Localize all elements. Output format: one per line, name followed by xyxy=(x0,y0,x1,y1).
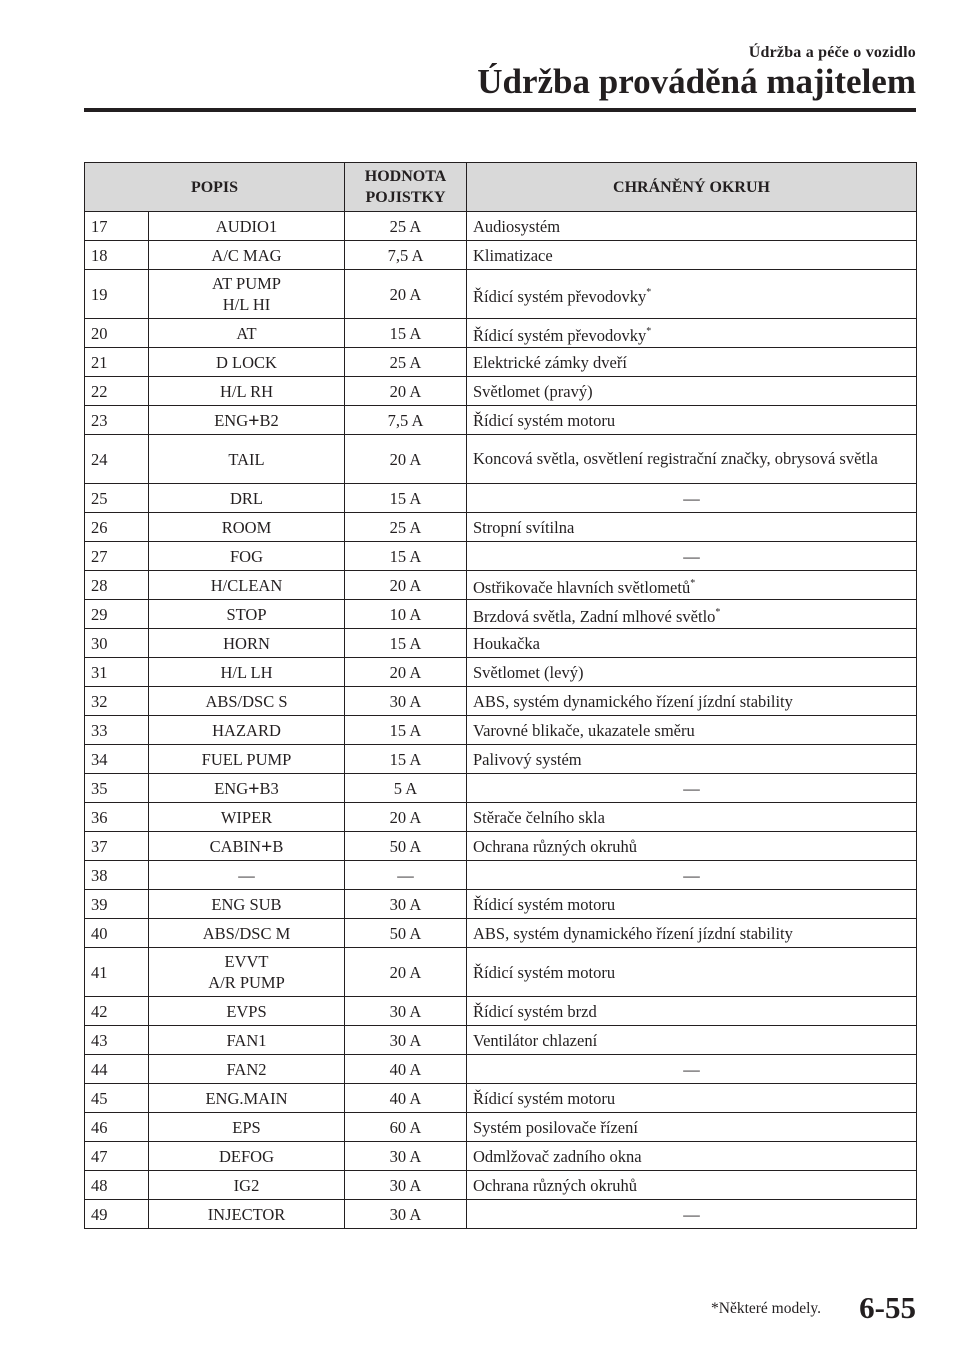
table-row xyxy=(85,1200,917,1229)
protected-circuit xyxy=(467,484,917,513)
fuse-name xyxy=(149,435,345,484)
fuse-name xyxy=(149,997,345,1026)
fuse-name xyxy=(149,1171,345,1200)
protected-circuit xyxy=(467,270,917,319)
fuse-name-text: AT PUMP xyxy=(212,274,281,293)
table-row xyxy=(85,803,917,832)
table-row xyxy=(85,1171,917,1200)
protected-circuit xyxy=(467,241,917,270)
circuit-text: Varovné blikače, ukazatele směru xyxy=(473,720,695,740)
page-number: 6-55 xyxy=(859,1290,916,1325)
fuse-name-text: ABS/DSC M xyxy=(202,923,291,943)
header-rating xyxy=(345,163,467,212)
protected-circuit xyxy=(467,1055,917,1084)
fuse-name-text: EVVT xyxy=(224,952,269,971)
footnote-mark: * xyxy=(715,606,721,618)
fuse-name-text: EVPS xyxy=(226,1001,267,1021)
fuse-name xyxy=(149,1200,345,1229)
header-circuit: CHRÁNĚNÝ OKRUH xyxy=(467,163,917,212)
protected-circuit xyxy=(467,832,917,861)
table-row xyxy=(85,571,917,600)
fuse-number: 24 xyxy=(85,435,149,484)
fuse-name-suffix: B3 xyxy=(259,778,279,798)
fuse-number: 29 xyxy=(85,600,149,629)
fuse-name-text: DRL xyxy=(230,488,263,508)
protected-circuit xyxy=(467,542,917,571)
fuse-number: 40 xyxy=(85,919,149,948)
protected-circuit xyxy=(467,1113,917,1142)
protected-circuit xyxy=(467,1084,917,1113)
fuse-number: 26 xyxy=(85,513,149,542)
fuse-name-text: AUDIO1 xyxy=(215,216,278,236)
table-row xyxy=(85,774,917,803)
circuit-text: Systém posilovače řízení xyxy=(473,1117,638,1137)
fuse-name xyxy=(149,716,345,745)
circuit-text: Palivový systém xyxy=(473,749,582,769)
fuse-number: 45 xyxy=(85,1084,149,1113)
circuit-text: Řídicí systém brzd xyxy=(473,1001,597,1021)
fuse-name xyxy=(149,484,345,513)
fuse-number: 25 xyxy=(85,484,149,513)
circuit-text: Brzdová světla, Zadní mlhové světlo xyxy=(473,606,716,626)
protected-circuit xyxy=(467,774,917,803)
circuit-text: Houkačka xyxy=(473,633,540,653)
fuse-rating: 15 A xyxy=(345,542,467,571)
fuse-name xyxy=(149,1055,345,1084)
fuse-rating: 30 A xyxy=(345,997,467,1026)
protected-circuit xyxy=(467,997,917,1026)
fuse-rating: 30 A xyxy=(345,1026,467,1055)
protected-circuit xyxy=(467,745,917,774)
protected-circuit xyxy=(467,377,917,406)
fuse-rating: 10 A xyxy=(345,600,467,629)
fuse-rating: 7,5 A xyxy=(345,241,467,270)
table-row xyxy=(85,406,917,435)
fuse-rating: 60 A xyxy=(345,1113,467,1142)
table-row xyxy=(85,1084,917,1113)
fuse-rating: 20 A xyxy=(345,658,467,687)
fuse-name xyxy=(149,406,345,435)
table-row xyxy=(85,948,917,997)
fuse-number: 22 xyxy=(85,377,149,406)
circuit-text: Koncová světla, osvětlení registrační značky, obrysová světla xyxy=(473,449,878,468)
plus-icon: + xyxy=(248,777,260,800)
circuit-text: Řídicí systém motoru xyxy=(473,1088,616,1108)
fuse-number: 17 xyxy=(85,212,149,241)
table-row xyxy=(85,687,917,716)
fuse-name xyxy=(149,377,345,406)
protected-circuit xyxy=(467,919,917,948)
fuse-number: 21 xyxy=(85,348,149,377)
fuse-name-suffix: B2 xyxy=(259,410,279,430)
fuse-rating: 20 A xyxy=(345,377,467,406)
fuse-name-text: WIPER xyxy=(220,807,273,827)
fuse-rating: 5 A xyxy=(345,774,467,803)
fuse-name xyxy=(149,687,345,716)
fuse-name xyxy=(149,629,345,658)
table-row xyxy=(85,1026,917,1055)
fuse-rating: 7,5 A xyxy=(345,406,467,435)
fuse-name-text: H/CLEAN xyxy=(210,575,283,595)
fuse-name-text: — xyxy=(238,865,255,885)
fuse-rating: 15 A xyxy=(345,484,467,513)
fuse-name-text: IG2 xyxy=(233,1175,260,1195)
table-row xyxy=(85,513,917,542)
fuse-name xyxy=(149,658,345,687)
fuse-number: 44 xyxy=(85,1055,149,1084)
fuse-name xyxy=(149,212,345,241)
fuse-rating: 25 A xyxy=(345,513,467,542)
fuse-name xyxy=(149,600,345,629)
fuse-name-text: TAIL xyxy=(228,449,265,469)
protected-circuit xyxy=(467,406,917,435)
table-row xyxy=(85,600,917,629)
table-row xyxy=(85,270,917,319)
circuit-text: — xyxy=(683,546,700,566)
fuse-rating: 30 A xyxy=(345,1200,467,1229)
circuit-text: Světlomet (pravý) xyxy=(473,381,593,401)
table-row xyxy=(85,832,917,861)
fuse-rating: 30 A xyxy=(345,1142,467,1171)
circuit-text: Odmlžovač zadního okna xyxy=(473,1146,642,1166)
protected-circuit xyxy=(467,861,917,890)
fuse-name-text: ENG xyxy=(214,778,249,798)
fuse-rating: 50 A xyxy=(345,832,467,861)
fuse-name-text: ENG SUB xyxy=(211,894,282,914)
fuse-number: 30 xyxy=(85,629,149,658)
table-row xyxy=(85,1113,917,1142)
footnote-mark: * xyxy=(646,325,652,337)
table-row xyxy=(85,319,917,348)
fuse-number: 18 xyxy=(85,241,149,270)
circuit-text: Řídicí systém převodovky xyxy=(473,286,647,306)
protected-circuit xyxy=(467,948,917,997)
circuit-text: Ostřikovače hlavních světlometů xyxy=(473,577,691,597)
fuse-number: 33 xyxy=(85,716,149,745)
fuse-name xyxy=(149,1026,345,1055)
fuse-number: 39 xyxy=(85,890,149,919)
circuit-text: — xyxy=(683,1204,700,1224)
page-title: Údržba prováděná majitelem xyxy=(477,62,916,101)
table-header-row xyxy=(85,163,917,212)
table-row xyxy=(85,745,917,774)
fuse-rating: 40 A xyxy=(345,1084,467,1113)
fuse-name-text: HAZARD xyxy=(212,720,281,740)
fuse-number: 31 xyxy=(85,658,149,687)
fuse-rating: 15 A xyxy=(345,745,467,774)
fuse-name xyxy=(149,1113,345,1142)
circuit-text: — xyxy=(683,865,700,885)
fuse-name xyxy=(149,319,345,348)
fuse-name-line2: A/R PUMP xyxy=(208,973,285,992)
protected-circuit xyxy=(467,1026,917,1055)
fuse-number: 48 xyxy=(85,1171,149,1200)
footnote: *Některé modely. xyxy=(711,1300,822,1317)
protected-circuit xyxy=(467,658,917,687)
protected-circuit xyxy=(467,212,917,241)
section-subtitle: Údržba a péče o vozidlo xyxy=(748,44,916,61)
fuse-number: 23 xyxy=(85,406,149,435)
fuse-number: 28 xyxy=(85,571,149,600)
circuit-text: Stropní svítilna xyxy=(473,517,575,537)
fuse-name xyxy=(149,1084,345,1113)
protected-circuit xyxy=(467,803,917,832)
fuse-rating: 50 A xyxy=(345,919,467,948)
fuse-number: 46 xyxy=(85,1113,149,1142)
fuse-name xyxy=(149,803,345,832)
table-row xyxy=(85,1142,917,1171)
fuse-rating: 30 A xyxy=(345,687,467,716)
fuse-name-text: A/C MAG xyxy=(211,245,282,265)
fuse-name xyxy=(149,348,345,377)
protected-circuit xyxy=(467,435,917,484)
footnote-mark: * xyxy=(646,286,652,298)
table-row xyxy=(85,241,917,270)
fuse-rating: 25 A xyxy=(345,212,467,241)
circuit-text: Řídicí systém motoru xyxy=(473,962,616,982)
fuse-name-text: H/L LH xyxy=(220,662,273,682)
fuse-name-text: D LOCK xyxy=(216,352,277,372)
protected-circuit xyxy=(467,890,917,919)
table-row xyxy=(85,890,917,919)
table-row xyxy=(85,861,917,890)
circuit-text: — xyxy=(683,488,700,508)
table-row xyxy=(85,212,917,241)
table-row xyxy=(85,484,917,513)
protected-circuit xyxy=(467,1142,917,1171)
fuse-name-text: CABIN xyxy=(209,836,261,856)
protected-circuit xyxy=(467,716,917,745)
fuse-number: 42 xyxy=(85,997,149,1026)
fuse-number: 34 xyxy=(85,745,149,774)
fuse-name-text: EPS xyxy=(232,1117,261,1137)
protected-circuit xyxy=(467,1171,917,1200)
header-description: POPIS xyxy=(85,163,345,212)
fuse-number: 47 xyxy=(85,1142,149,1171)
circuit-text: Ventilátor chlazení xyxy=(473,1030,598,1050)
fuse-name xyxy=(149,270,345,319)
circuit-text: Řídicí systém převodovky xyxy=(473,325,647,345)
fuse-name-suffix: B xyxy=(272,836,284,856)
fuse-name xyxy=(149,542,345,571)
circuit-text: ABS, systém dynamického řízení jízdní stability xyxy=(473,691,793,711)
fuse-number: 35 xyxy=(85,774,149,803)
circuit-text: Ochrana různých okruhů xyxy=(473,836,638,856)
table-row xyxy=(85,348,917,377)
table-row xyxy=(85,919,917,948)
table-row xyxy=(85,542,917,571)
fuse-name-text: AT xyxy=(236,323,257,343)
fuse-name xyxy=(149,513,345,542)
plus-icon: + xyxy=(260,835,273,858)
protected-circuit xyxy=(467,319,917,348)
fuse-number: 38 xyxy=(85,861,149,890)
fuse-rating: 20 A xyxy=(345,270,467,319)
fuse-rating: 40 A xyxy=(345,1055,467,1084)
plus-icon: + xyxy=(248,409,260,432)
table-row xyxy=(85,716,917,745)
fuse-rating: 25 A xyxy=(345,348,467,377)
fuse-rating: 30 A xyxy=(345,1171,467,1200)
fuse-name-text: ENG.MAIN xyxy=(205,1088,288,1108)
fuse-name xyxy=(149,241,345,270)
fuse-rating: 15 A xyxy=(345,319,467,348)
footnote-mark: * xyxy=(690,577,696,589)
table-row xyxy=(85,1055,917,1084)
protected-circuit xyxy=(467,600,917,629)
fuse-rating: 15 A xyxy=(345,716,467,745)
fuse-rating: — xyxy=(345,861,467,890)
fuse-number: 32 xyxy=(85,687,149,716)
fuse-name xyxy=(149,774,345,803)
protected-circuit xyxy=(467,513,917,542)
protected-circuit xyxy=(467,571,917,600)
fuse-number: 37 xyxy=(85,832,149,861)
table-row xyxy=(85,629,917,658)
fuse-rating: 20 A xyxy=(345,948,467,997)
circuit-text: Ochrana různých okruhů xyxy=(473,1175,638,1195)
protected-circuit xyxy=(467,348,917,377)
fuse-name xyxy=(149,890,345,919)
fuse-table xyxy=(84,162,917,1229)
header-rating-text: HODNOTA POJISTKY xyxy=(364,168,447,206)
circuit-text: — xyxy=(683,778,700,798)
fuse-name xyxy=(149,1142,345,1171)
fuse-name xyxy=(149,745,345,774)
fuse-number: 27 xyxy=(85,542,149,571)
fuse-number: 20 xyxy=(85,319,149,348)
fuse-name xyxy=(149,832,345,861)
protected-circuit xyxy=(467,1200,917,1229)
circuit-text: Stěrače čelního skla xyxy=(473,807,605,827)
fuse-number: 49 xyxy=(85,1200,149,1229)
fuse-rating: 20 A xyxy=(345,435,467,484)
fuse-name-text: DEFOG xyxy=(218,1146,274,1166)
fuse-name-text: STOP xyxy=(226,604,267,624)
protected-circuit xyxy=(467,687,917,716)
fuse-rating: 30 A xyxy=(345,890,467,919)
protected-circuit xyxy=(467,629,917,658)
circuit-text: Světlomet (levý) xyxy=(473,662,584,682)
fuse-rating: 20 A xyxy=(345,803,467,832)
fuse-name xyxy=(149,861,345,890)
fuse-number: 36 xyxy=(85,803,149,832)
fuse-name-text: FOG xyxy=(229,546,263,566)
fuse-name-text: FUEL PUMP xyxy=(201,749,292,769)
circuit-text: — xyxy=(683,1059,700,1079)
circuit-text: Klimatizace xyxy=(473,245,553,265)
fuse-name-text: H/L RH xyxy=(219,381,273,401)
table-row xyxy=(85,997,917,1026)
fuse-name-text: FAN2 xyxy=(226,1059,267,1079)
fuse-name xyxy=(149,948,345,997)
table-row xyxy=(85,435,917,484)
circuit-text: Elektrické zámky dveří xyxy=(473,352,627,372)
table-row xyxy=(85,377,917,406)
table-row xyxy=(85,658,917,687)
circuit-text: Audiosystém xyxy=(473,216,561,236)
header-rule xyxy=(84,108,916,112)
fuse-name xyxy=(149,919,345,948)
fuse-number: 41 xyxy=(85,948,149,997)
fuse-rating: 15 A xyxy=(345,629,467,658)
fuse-rating: 20 A xyxy=(345,571,467,600)
fuse-name-text: INJECTOR xyxy=(207,1204,286,1224)
fuse-name-text: FAN1 xyxy=(226,1030,267,1050)
fuse-name xyxy=(149,571,345,600)
fuse-name-text: HORN xyxy=(223,633,270,653)
circuit-text: ABS, systém dynamického řízení jízdní stability xyxy=(473,923,793,943)
circuit-text: Řídicí systém motoru xyxy=(473,894,616,914)
fuse-table-body xyxy=(85,212,917,1229)
fuse-number: 43 xyxy=(85,1026,149,1055)
fuse-name-line2: H/L HI xyxy=(222,295,271,314)
fuse-name-text: ENG xyxy=(214,410,249,430)
fuse-number: 19 xyxy=(85,270,149,319)
fuse-name-text: ABS/DSC S xyxy=(205,691,288,711)
fuse-name-text: ROOM xyxy=(221,517,272,537)
circuit-text: Řídicí systém motoru xyxy=(473,410,616,430)
